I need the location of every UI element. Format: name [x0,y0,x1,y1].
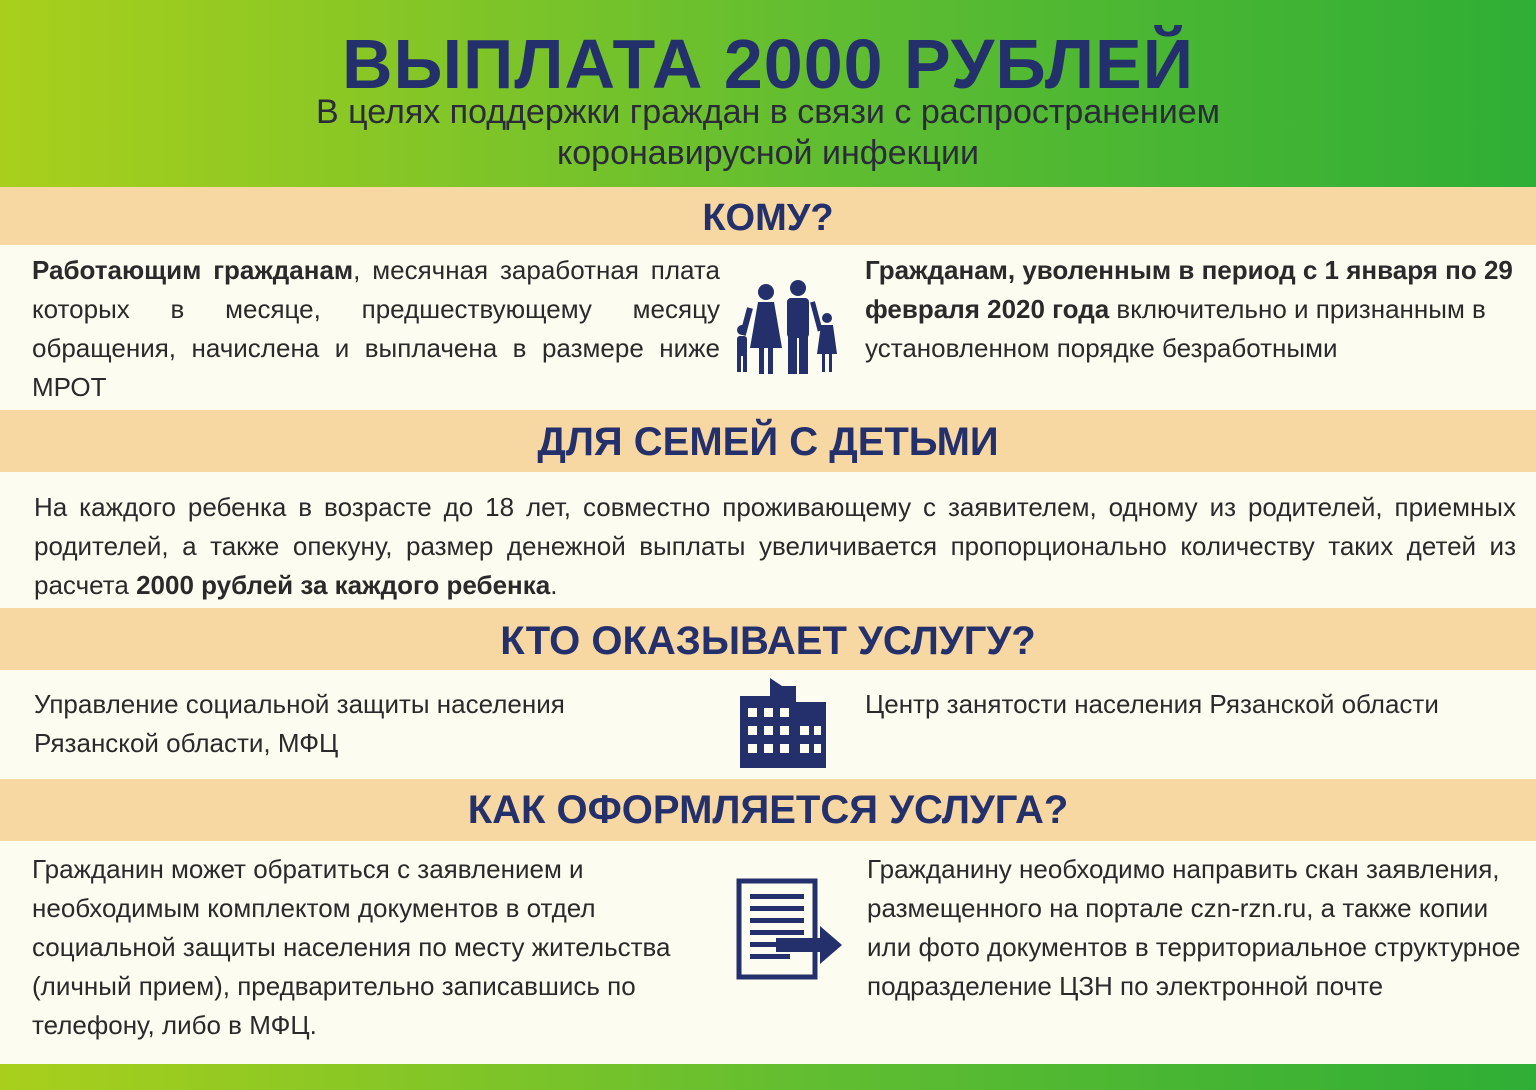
subtitle-line-1: В целях поддержки граждан в связи с распространением [315,93,1220,131]
document-send-icon [736,878,844,980]
whom-left-rest: , месячная заработная плата которых в месяце, предшествующему месяцу обращения, начислена и выплачена в размере ниже МРОТ [32,255,720,402]
provider-right-text: Центр занятости населения Рязанской области [865,689,1439,719]
whom-right-text [865,251,1525,368]
heading-process-text: КАК ОФОРМЛЯЕТСЯ УСЛУГА? [467,788,1069,832]
heading-whom-text: КОМУ? [702,197,834,239]
whom-right-rest: включительно и признанным в установленном порядке безработными [865,294,1486,363]
whom-left-bold: Работающим гражданам [32,255,354,285]
page-subtitle [0,92,1536,174]
provider-left-text: Управление социальной защиты населения Рязанской области, МФЦ [34,689,565,758]
process-right-text: Гражданину необходимо направить скан заявления, размещенного на портале czn-rzn.ru, а также копии или фото документов в территориальное структурное подразделение ЦЗН по электронной почте [867,854,1521,1001]
families-text [34,488,1516,605]
families-text-pre: На каждого ребенка в возрасте до 18 лет, совместно проживающему с заявителем, одному из родителей, приемных родителей, а также опекуну, размер денежной выплаты увеличивается пропорционально количеству таких детей из расчета [34,492,1516,600]
subtitle-line-2: коронавирусной инфекции [557,134,979,172]
footer-strip [0,1064,1536,1090]
families-text-bold: 2000 рублей за каждого ребенка [136,570,551,600]
section-heading-process [0,779,1536,841]
page-title: ВЫПЛАТА 2000 РУБЛЕЙ [341,25,1195,103]
heading-provider-text: КТО ОКАЗЫВАЕТ УСЛУГУ? [500,619,1036,663]
family-icon [730,278,840,378]
whom-right-bold: Гражданам, уволенным в период с 1 января по 29 февраля 2020 года [865,255,1513,324]
section-heading-families [0,410,1536,472]
building-icon [740,678,826,768]
whom-left-text [32,251,720,407]
section-heading-provider [0,608,1536,670]
process-left-text: Гражданин может обратиться с заявлением и необходимым комплектом документов в отдел социальной защиты населения по месту жительства (личный прием), предварительно записавшись по телефону, либо в МФЦ. [32,854,671,1040]
header-banner [0,0,1536,187]
families-text-post: . [550,570,558,600]
section-heading-whom [0,187,1536,245]
heading-families-text: ДЛЯ СЕМЕЙ С ДЕТЬМИ [537,420,999,464]
